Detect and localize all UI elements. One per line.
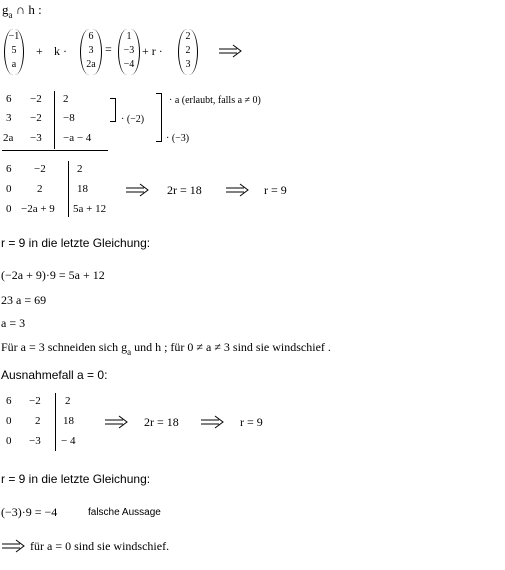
- m3-cell: 2: [35, 415, 41, 427]
- equation-line: a = 3: [1, 316, 26, 330]
- m3-cell: −3: [29, 435, 41, 447]
- vector-2: 6 3 2a: [80, 29, 102, 75]
- conclusion-sub: a: [127, 347, 132, 357]
- final-conclusion: für a = 0 sind sie windschief.: [30, 539, 170, 553]
- m3-result-eq: 2r = 18: [144, 415, 179, 429]
- vector-1: −1 5 a: [4, 29, 24, 75]
- equation-line: 23 a = 69: [1, 293, 47, 307]
- conclusion-line: [1, 340, 331, 355]
- m3-cell: −2: [29, 395, 41, 407]
- m3-cell: 2: [65, 395, 71, 407]
- op-plus: +: [36, 44, 43, 58]
- implies-arrow-icon: [126, 190, 150, 202]
- m2-cell: 2: [77, 163, 83, 175]
- equation-line: (−2a + 9)·9 = 5a + 12: [1, 268, 105, 282]
- m1-cell: 3: [6, 112, 12, 124]
- m2-cell: 6: [6, 163, 12, 175]
- m1-cell: 2: [63, 93, 69, 105]
- m2-cell: 2: [37, 183, 43, 195]
- op-eq: =: [105, 42, 112, 56]
- m3-result-r: r = 9: [240, 415, 263, 429]
- augment-divider: [68, 161, 69, 217]
- op-k: k ·: [54, 44, 67, 58]
- m2-result-r: r = 9: [264, 183, 287, 197]
- m1-cell: −a − 4: [63, 132, 92, 144]
- m3-cell: 0: [6, 415, 12, 427]
- m1-cell: 6: [6, 93, 12, 105]
- conclusion-text: Für a = 3 schneiden sich g: [1, 340, 128, 354]
- text-line: Ausnahmefall a = 0:: [1, 368, 108, 382]
- augment-divider: [54, 91, 55, 149]
- row-op-note: · (−2): [121, 114, 145, 125]
- false-statement-note: falsche Aussage: [88, 507, 161, 518]
- m2-cell: −2a + 9: [21, 203, 55, 215]
- text-line: r = 9 in die letzte Gleichung:: [1, 472, 151, 486]
- equation-line: (−3)·9 = −4: [1, 505, 58, 519]
- title-g: g: [2, 2, 9, 17]
- m1-cell: −3: [30, 132, 42, 144]
- implies-arrow-icon: [2, 546, 26, 558]
- m1-cell: −2: [30, 93, 42, 105]
- m3-cell: − 4: [61, 435, 76, 447]
- row-op-note: · a (erlaubt, falls a ≠ 0): [169, 95, 261, 106]
- section-underline: [2, 150, 108, 151]
- implies-arrow-icon: [105, 422, 129, 434]
- m1-cell: −8: [63, 112, 75, 124]
- vector-3: 1 −3 −4: [118, 29, 140, 75]
- row-op-bracket: [110, 98, 116, 122]
- m3-cell: 18: [63, 415, 74, 427]
- m1-cell: 2a: [3, 132, 14, 144]
- m2-cell: 5a + 12: [73, 203, 107, 215]
- m1-cell: −2: [30, 112, 42, 124]
- m2-result-eq: 2r = 18: [167, 183, 202, 197]
- m3-cell: 6: [6, 395, 12, 407]
- title: [2, 2, 42, 18]
- row-op-note: · (−3): [166, 133, 190, 144]
- title-rest: ∩ h :: [12, 2, 42, 17]
- implies-arrow-icon: [201, 422, 225, 434]
- op-rplus: + r ·: [142, 44, 163, 58]
- vector-4: 2 2 3: [178, 29, 198, 75]
- m2-cell: 0: [6, 203, 12, 215]
- row-op-bracket: [156, 93, 162, 142]
- implies-arrow-icon: [226, 190, 250, 202]
- augment-divider: [55, 393, 56, 451]
- conclusion-text: und h ; für 0 ≠ a ≠ 3 sind sie windschief .: [131, 340, 331, 354]
- m2-cell: 0: [6, 183, 12, 195]
- text-line: r = 9 in die letzte Gleichung:: [1, 236, 151, 250]
- m3-cell: 0: [6, 435, 12, 447]
- m2-cell: 18: [77, 183, 88, 195]
- m2-cell: −2: [34, 163, 46, 175]
- implies-arrow-icon: [219, 51, 243, 63]
- title-sub: a: [8, 10, 13, 20]
